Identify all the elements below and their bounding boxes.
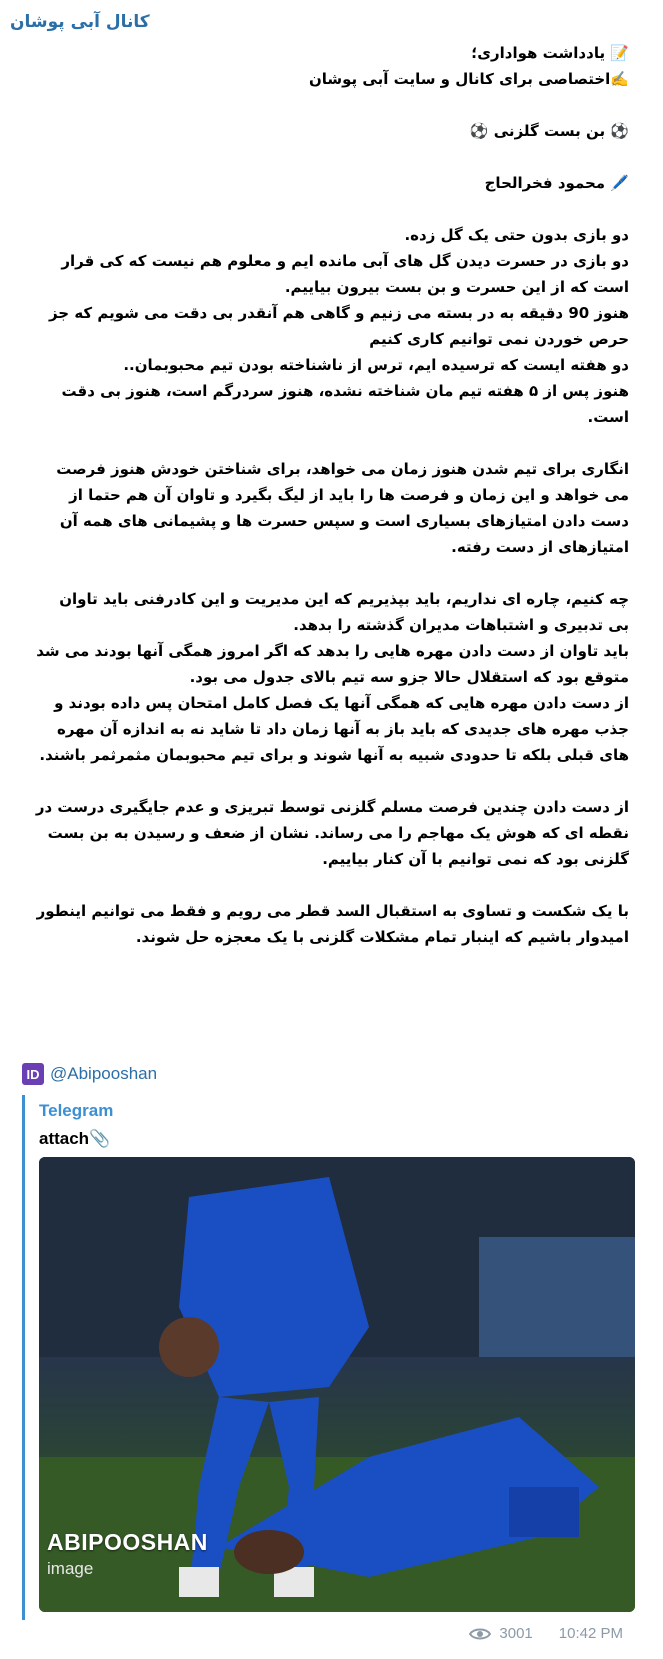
attached-photo[interactable]: [39, 1157, 635, 1612]
eye-icon: [469, 1627, 491, 1641]
forwarded-reply[interactable]: [22, 1095, 645, 1620]
photo-kind-label: image: [47, 1559, 94, 1578]
channel-handle-link[interactable]: @Abipooshan: [50, 1064, 158, 1083]
channel-name[interactable]: کانال آبی پوشان: [10, 12, 150, 32]
message-meta: [469, 1625, 623, 1642]
post-time: 10:42 PM: [558, 1625, 623, 1642]
reply-source: Telegram: [39, 1101, 114, 1120]
reply-attach-label: attach📎: [39, 1129, 111, 1148]
photo-watermark-brand: ABIPOOSHAN: [47, 1529, 208, 1555]
view-count: 3001: [499, 1625, 533, 1642]
signature-row: [22, 1063, 157, 1085]
id-badge-icon: ID: [22, 1063, 44, 1085]
message-text: 📝 یادداشت هواداری؛ ✍️اختصاصی برای کانال و سایت آبی پوشان ⚽ بن بست گلزنی ⚽ 🖊️ محمود فخرالحاج دو بازی بدون حتی یک گل زده. دو بازی در حسرت دیدن گل های آبی مانده ایم و معلوم هم نیست که کی قرار است که از این حسرت و بن بست بیرون بیاییم. هنوز 90 دقیقه به در بسته می زنیم و گاهی هم آنقدر بی دقت می شویم که جز حرص خوردن نمی توانیم کاری کنیم دو هفته ایست که ترسیده ایم، ترس از ناشناخته بودن تیم محبوبمان.. هنوز پس از ۵ هفته تیم مان شناخته نشده، هنوز سردرگم است، هنوز بی دقت است. انگاری برای تیم شدن هنوز زمان می خواهد، برای شناختن خودش هنوز فرصت می خواهد و این زمان و فرصت ها را باید از لیگ بگیرد و تاوان آن هم حتما از دست دادن امتیازهای بسیاری است و سپس حسرت ها و پشیمانی های همه آن امتیازهای از دست رفته. چه کنیم، چاره ای نداریم، باید بپذیریم که این مدیریت و این کادرفنی باید تاوان بی تدبیری و اشتباهات مدیران گذشته را بدهد. باید تاوان از دست دادن مهره هایی را بدهد که اگر امروز همگی آنها بودند می شد متوقع بود که استقلال حالا جزو سه تیم بالای جدول می بود. از دست دادن مهره هایی که همگی آنها یک فصل کامل امتحان پس داده بودند و جذب مهره های جدیدی که باید باز به آنها زمان داد تا شاید نه به اندازه آن مهره های قبلی بلکه تا حدودی شبیه به آنها شوند و برای تیم محبوبمان مثمرثمر باشند. از دست دادن چندین فرصت مسلم گلزنی توسط تبریزی و عدم جایگیری درست در نقطه ای که هوش یک مهاجم را می رساند. نشان از ضعف و رسیدن به بن بست گلزنی بود که نمی توانیم با آن کنار بیاییم. با یک شکست و تساوی به استقبال السد قطر می رویم و فقط می توانیم اینطور امیدوار باشیم که اینبار تمام مشکلات گلزنی با یک معجزه حل شوند.: [35, 44, 629, 946]
